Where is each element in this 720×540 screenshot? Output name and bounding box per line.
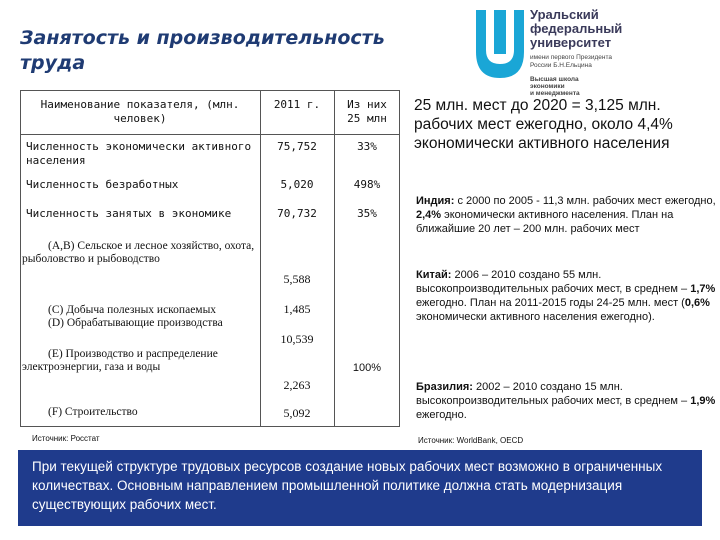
table-source: Источник: Росстат — [32, 434, 100, 443]
conclusion-banner — [18, 450, 702, 526]
table-border — [20, 426, 400, 427]
sector-manufacturing: (D) Обрабатывающие производства — [48, 317, 223, 329]
conclusion-text: При текущей структуре трудовых ресурсов создание новых рабочих мест возможно в ограниченных количествах. Основным направлением промышленной политике должна стать модернизация существующих рабочих мест. — [32, 459, 663, 512]
brazil-bold: 1,9% — [690, 395, 716, 407]
brazil-text-1: 2002 – 2010 создано 15 млн. высокопроизводительных рабочих мест, в среднем – — [416, 381, 691, 407]
table-border — [20, 90, 21, 427]
row-unemployed: Численность безработных — [26, 178, 179, 191]
brazil-label: Бразилия: — [416, 381, 473, 393]
sector-mining-value: 1,485 — [283, 302, 311, 316]
table-divider — [260, 90, 261, 427]
row-employed-value: 70,732 — [277, 207, 317, 220]
china-text-1: 2006 – 2010 создано 55 млн. высокопроизводительных рабочих мест, в среднем – — [416, 269, 691, 295]
logo-school-1: Высшая школа — [530, 76, 579, 83]
china-text-3: экономически активного населения ежегодно). — [416, 311, 655, 323]
row-employed: Численность занятых в экономике — [26, 207, 232, 220]
employment-table — [20, 90, 400, 430]
logo-line-2: федеральный — [530, 21, 623, 36]
china-bold-2: 0,6% — [684, 297, 710, 309]
table-border — [399, 90, 400, 427]
table-border — [20, 90, 400, 91]
sector-energy-value: 2,263 — [283, 378, 311, 392]
china-text-2: ежегодно. План на 2011-2015 годы 24-25 млн. мест ( — [416, 297, 685, 309]
logo-sub-1: имени первого Президента — [530, 54, 613, 61]
logo-school-2: экономики — [530, 83, 565, 90]
logo-line-1: Уральский — [530, 7, 599, 22]
right-source: Источник: WorldBank, OECD — [418, 436, 524, 445]
urfu-emblem-icon — [472, 6, 528, 86]
india-bold: 2,4% — [416, 209, 442, 221]
sector-mining: (C) Добыча полезных ископаемых — [48, 304, 217, 316]
sector-agriculture-value: 5,588 — [283, 272, 311, 286]
sector-energy: (E) Производство и распределение электроэнергии, газа и воды — [22, 348, 218, 373]
urfu-logo — [472, 6, 712, 96]
sector-construction: (F) Строительство — [48, 406, 138, 418]
sector-manufacturing-value: 10,539 — [280, 332, 314, 346]
logo-school-3: и менеджмента — [530, 90, 580, 97]
india-text-2: экономически активного населения. План на ближайшие 20 лет – 200 млн. рабочих мест — [416, 209, 674, 235]
sector-agriculture: (A,B) Сельское и лесное хозяйство, охота, рыболовство и рыбоводство — [22, 240, 255, 265]
india-label: Индия: — [416, 195, 455, 207]
china-block — [416, 268, 716, 324]
main-statement: 25 млн. мест до 2020 = 3,125 млн. рабочих мест ежегодно, около 4,4% экономически активного населения — [414, 97, 673, 152]
logo-sub-2: России Б.Н.Ельцина — [530, 61, 592, 69]
row-active-population-share: 33% — [357, 140, 377, 153]
row-unemployed-share: 498% — [353, 178, 381, 191]
india-block — [416, 194, 716, 236]
page-title: Занятость и производительность труда — [20, 27, 385, 74]
brazil-block — [416, 380, 716, 422]
table-divider — [20, 134, 400, 135]
header-share: Из них 25 млн — [347, 98, 387, 125]
row-unemployed-value: 5,020 — [280, 178, 314, 191]
row-active-population: Численность экономически активного населения — [26, 140, 252, 167]
india-text-1: с 2000 по 2005 - 11,3 млн. рабочих мест ежегодно, — [454, 195, 716, 207]
sector-construction-value: 5,092 — [283, 406, 311, 420]
row-active-population-value: 75,752 — [277, 140, 317, 153]
header-name: Наименование показателя, (млн. человек) — [40, 98, 240, 125]
china-label: Китай: — [416, 269, 452, 281]
china-bold-1: 1,7% — [690, 283, 716, 295]
brazil-text-2: ежегодно. — [416, 409, 467, 421]
row-employed-share: 35% — [357, 207, 377, 220]
header-year: 2011 г. — [273, 98, 321, 111]
sector-share: 100% — [352, 362, 382, 374]
logo-line-3: университет — [530, 35, 612, 50]
table-divider — [334, 90, 335, 427]
